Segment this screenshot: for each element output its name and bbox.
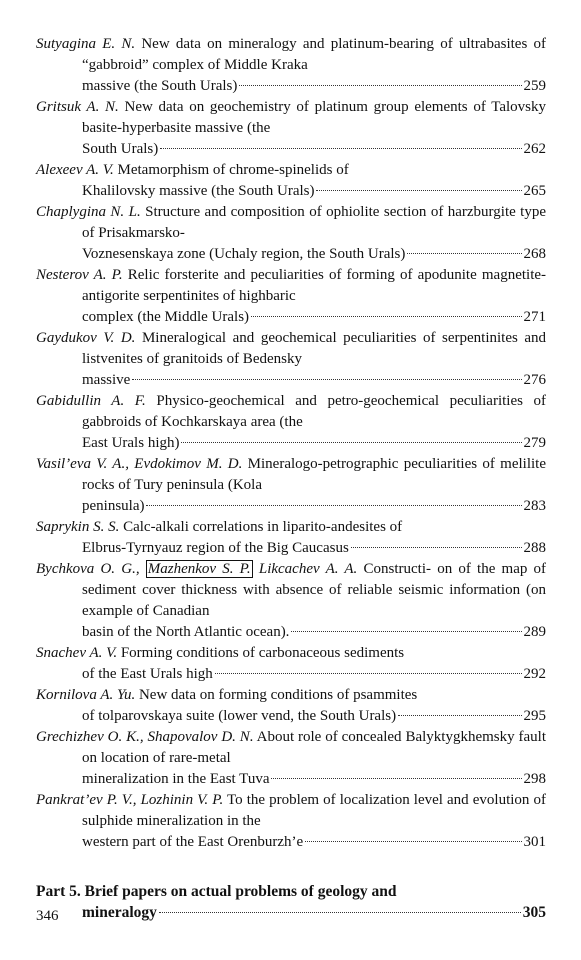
entry-authors: Nesterov A. P. xyxy=(36,267,123,283)
entry-authors: Gaydukov V. D. xyxy=(36,330,136,346)
entry-title: on of the map of sediment cover thickness with absence xyxy=(82,561,547,598)
dot-leader xyxy=(239,85,521,86)
entry-authors: Sutyagina E. N. xyxy=(36,36,136,52)
entry-title: Physico-geochemical and petro-geochemical xyxy=(156,393,440,409)
entry-title-last: of tolparovskaya suite (lower vend, the South Urals) xyxy=(82,708,397,724)
entry-page-number: 268 xyxy=(523,246,546,262)
dot-leader xyxy=(398,715,521,716)
entry-title: of ultrabasites of “gabbroid” complex of Middle Kraka xyxy=(82,36,547,73)
toc-entry[interactable] xyxy=(36,391,546,454)
dot-leader xyxy=(181,442,521,443)
toc-entry[interactable] xyxy=(36,160,546,202)
entry-authors: Likcachev A. A. xyxy=(258,561,358,577)
entry-title-last: Voznesenskaya zone (Uchaly region, the South Urals) xyxy=(82,246,406,262)
entry-title: New data on mineralogy and platinum-bearing xyxy=(141,36,435,52)
entry-title-last: massive xyxy=(82,372,131,388)
dot-leader xyxy=(291,631,521,632)
part-heading-title: Part 5. Brief papers on actual problems of geology and xyxy=(36,883,397,900)
entry-title: serpentinites and listvenites of granitoids of Bedensky xyxy=(82,330,546,367)
dot-leader xyxy=(160,148,521,149)
entry-page-number: 259 xyxy=(523,78,546,94)
entry-title-last: Elbrus-Tyrnyauz region of the Big Caucasus xyxy=(82,540,349,556)
dot-leader xyxy=(215,673,522,674)
toc-entry[interactable] xyxy=(36,202,546,265)
part-heading[interactable] xyxy=(36,881,546,923)
toc-entry[interactable] xyxy=(36,328,546,391)
entry-title-last: massive (the South Urals) xyxy=(82,78,238,94)
toc-entry[interactable] xyxy=(36,790,546,853)
entry-title: New data on forming conditions of psammites xyxy=(138,687,418,703)
highlighted-author-box: Mazhenkov S. P. xyxy=(147,561,251,577)
toc-entry[interactable] xyxy=(36,265,546,328)
entry-page-number: 271 xyxy=(523,309,546,325)
entry-page-number: 276 xyxy=(523,372,546,388)
toc-entry[interactable] xyxy=(36,559,546,643)
entry-title: Forming conditions of carbonaceous sediments xyxy=(120,645,405,661)
dot-leader xyxy=(316,190,521,191)
entry-title: elements of Talovsky basite-hyperbasite massive (the xyxy=(82,99,547,136)
entry-title-last: Khalilovsky massive (the South Urals) xyxy=(82,183,315,199)
entry-authors: Kornilova A. Yu. xyxy=(36,687,136,703)
entry-title-last: South Urals) xyxy=(82,141,159,157)
entry-title-last: basin of the North Atlantic ocean). xyxy=(82,624,290,640)
entry-authors: Chaplygina N. L. xyxy=(36,204,141,220)
toc-entry[interactable] xyxy=(36,685,546,727)
dot-leader xyxy=(132,379,521,380)
dot-leader xyxy=(271,778,521,779)
toc-entry[interactable] xyxy=(36,517,546,559)
part-page-number: 305 xyxy=(522,904,546,921)
entry-title: peculiarities of melilite rocks of Tury peninsula (Kola xyxy=(82,456,546,493)
entry-title: Structure and composition of ophiolite xyxy=(145,204,380,220)
entry-authors: Pankrat’ev P. V., Lozhinin V. P. xyxy=(36,792,224,808)
entry-title: peculiarities of gabbroids of Kochkarskaya area (the xyxy=(82,393,547,430)
entry-title: Mineralogical and geochemical peculiarities of xyxy=(141,330,436,346)
entry-authors: Snachev A. V. xyxy=(36,645,118,661)
entry-title: Calc-alkali correlations in liparito-andesites of xyxy=(123,519,403,535)
entry-page-number: 283 xyxy=(523,498,546,514)
entry-page-number: 279 xyxy=(523,435,546,451)
entry-authors: Alexeev A. V. xyxy=(36,162,114,178)
dot-leader xyxy=(407,253,521,254)
entry-page-number: 262 xyxy=(523,141,546,157)
entry-title: section of harzburgite type of Prisakmarsko- xyxy=(82,204,547,241)
toc-entry[interactable] xyxy=(36,454,546,517)
toc-list xyxy=(36,34,546,923)
entry-page-number: 295 xyxy=(523,708,546,724)
entry-title-last: mineralization in the East Tuva xyxy=(82,771,270,787)
entry-title-last: peninsula) xyxy=(82,498,145,514)
entry-title-last: western part of the East Orenburzh’e xyxy=(82,834,304,850)
entry-authors: Grechizhev O. K., Shapovalov D. N. xyxy=(36,729,254,745)
entry-title-last: complex (the Middle Urals) xyxy=(82,309,250,325)
dot-leader xyxy=(305,841,521,842)
entry-page-number: 301 xyxy=(523,834,546,850)
entry-title: Constructi- xyxy=(363,561,431,577)
entry-title: Relic forsterite and peculiarities of forming of xyxy=(127,267,413,283)
toc-entry[interactable] xyxy=(36,643,546,685)
entry-title-last: of the East Urals high xyxy=(82,666,213,682)
entry-authors: Vasil’eva V. A., Evdokimov M. D. xyxy=(36,456,243,472)
toc-entry[interactable] xyxy=(36,727,546,790)
entry-authors: Bychkova O. G., xyxy=(36,561,140,577)
entry-title: apodunite magnetite-antigorite serpentinites of highbaric xyxy=(82,267,547,304)
entry-authors: Gritsuk A. N. xyxy=(36,99,119,115)
entry-authors: Gabidullin A. F. xyxy=(36,393,146,409)
toc-entry[interactable] xyxy=(36,97,546,160)
dot-leader xyxy=(159,912,521,913)
entry-title: To the problem of localization xyxy=(227,792,410,808)
entry-title: Metamorphism of chrome-spinelids of xyxy=(117,162,349,178)
part-heading-title-last: mineralogy xyxy=(82,904,157,921)
entry-title: Mineralogo-petrographic xyxy=(247,456,399,472)
entry-page-number: 265 xyxy=(523,183,546,199)
entry-authors: Saprykin S. S. xyxy=(36,519,120,535)
entry-title: of reliable seismic information (on example of Canadian xyxy=(82,582,546,619)
entry-page-number: 288 xyxy=(523,540,546,556)
entry-title: New data on geochemistry of platinum group xyxy=(124,99,409,115)
entry-title: level and evolution of sulphide mineralization in the xyxy=(82,792,546,829)
dot-leader xyxy=(251,316,521,317)
entry-page-number: 298 xyxy=(523,771,546,787)
entry-page-number: 289 xyxy=(523,624,546,640)
page-number: 346 xyxy=(36,908,59,924)
dot-leader xyxy=(146,505,521,506)
toc-entry[interactable] xyxy=(36,34,546,97)
entry-title: About role of concealed xyxy=(256,729,402,745)
entry-title: Balyktygkhemsky fault on location of rare-metal xyxy=(82,729,546,766)
entry-title-last: East Urals high) xyxy=(82,435,180,451)
entry-page-number: 292 xyxy=(523,666,546,682)
dot-leader xyxy=(351,547,522,548)
